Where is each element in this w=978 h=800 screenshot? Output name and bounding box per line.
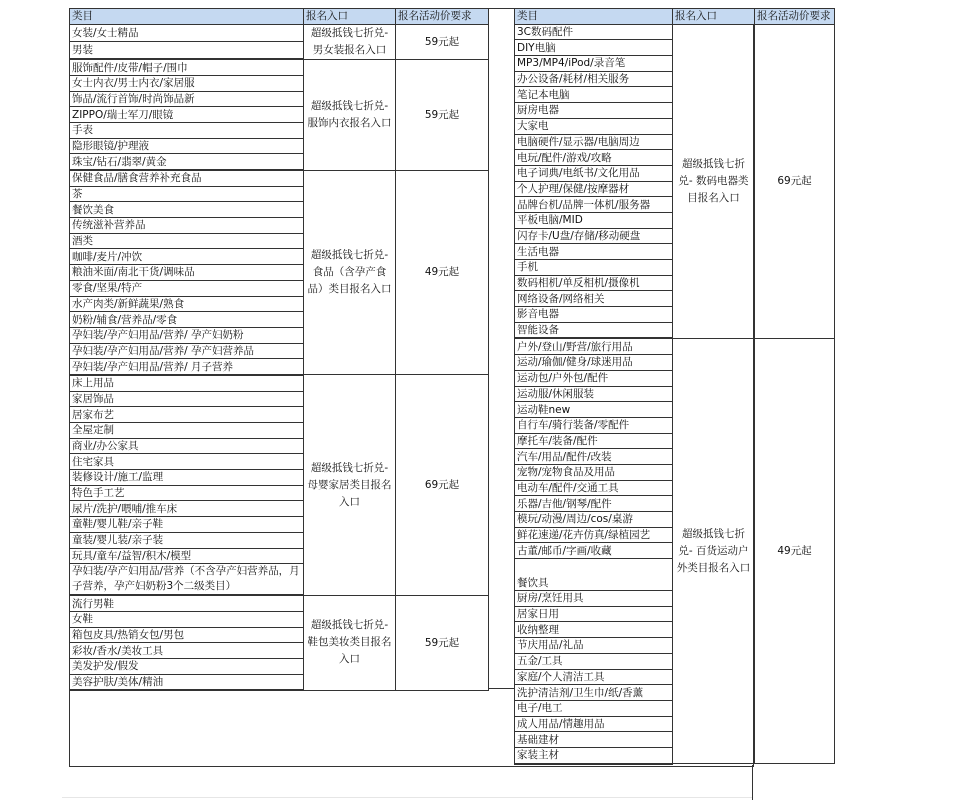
- category-cell: 数码相机/单反相机/摄像机: [515, 275, 673, 291]
- category-cell: 洗护清洁剂/卫生巾/纸/香薰: [515, 685, 673, 701]
- category-cell: 智能设备: [515, 322, 673, 338]
- price-cell: 69元起: [755, 24, 835, 338]
- category-cell: 3C数码配件: [515, 24, 673, 40]
- category-cell: MP3/MP4/iPod/录音笔: [515, 56, 673, 72]
- category-cell: 电动车/配件/交通工具: [515, 480, 673, 496]
- entry-cell[interactable]: 超级抵钱七折兑-母婴家居类目报名入口: [304, 375, 396, 595]
- category-cell: DIY电脑: [515, 40, 673, 56]
- category-cell: 五金/工具: [515, 653, 673, 669]
- category-cell: 美发护发/假发: [70, 658, 304, 674]
- category-cell: 家庭/个人清洁工具: [515, 669, 673, 685]
- category-cell: 零食/坚果/特产: [70, 280, 304, 296]
- category-cell: 摩托车/装备/配件: [515, 433, 673, 449]
- category-cell: 箱包皮具/热销女包/男包: [70, 627, 304, 643]
- category-cell: 鲜花速递/花卉仿真/绿植园艺: [515, 527, 673, 543]
- table-row: [70, 24, 489, 41]
- category-cell: 酒类: [70, 233, 304, 249]
- category-cell: 餐饮具: [515, 559, 673, 591]
- header-row: [70, 9, 489, 25]
- header-price: 报名活动价要求: [396, 9, 489, 25]
- category-cell: 隐形眼镜/护理液: [70, 138, 304, 154]
- category-cell: 节庆用品/礼品: [515, 638, 673, 654]
- category-cell: 孕妇装/孕产妇用品/营养/ 孕产妇奶粉: [70, 327, 304, 343]
- header-category: 类目: [70, 9, 304, 25]
- price-cell: 69元起: [396, 375, 489, 595]
- category-cell: 厨房电器: [515, 103, 673, 119]
- category-cell: 平板电脑/MID: [515, 212, 673, 228]
- entry-cell[interactable]: 超级抵钱七折兑- 数码电器类目报名入口: [673, 24, 755, 338]
- right-vertical-line: [752, 765, 753, 800]
- category-cell: 彩妆/香水/美妆工具: [70, 643, 304, 659]
- price-cell: 59元起: [396, 24, 489, 59]
- category-cell: 奶粉/辅食/营养品/零食: [70, 312, 304, 328]
- header-price: 报名活动价要求: [755, 9, 835, 25]
- table-row: [70, 59, 489, 75]
- category-cell: 流行男鞋: [70, 595, 304, 611]
- price-cell: 59元起: [396, 595, 489, 690]
- page-bottom-divider: [62, 797, 752, 798]
- category-cell: 收纳整理: [515, 622, 673, 638]
- category-cell: 电脑硬件/显示器/电脑周边: [515, 134, 673, 150]
- category-cell: 基础建材: [515, 732, 673, 748]
- category-cell: 女士内衣/男士内衣/家居服: [70, 75, 304, 91]
- category-cell: 笔记本电脑: [515, 87, 673, 103]
- category-cell: 厨房/烹饪用具: [515, 591, 673, 607]
- category-cell: 运动服/休闲服装: [515, 386, 673, 402]
- table-row: [70, 170, 489, 186]
- category-cell: 手表: [70, 122, 304, 138]
- category-cell: 水产肉类/新鲜蔬果/熟食: [70, 296, 304, 312]
- category-cell: 家居饰品: [70, 391, 304, 407]
- category-cell: 宠物/宠物食品及用品: [515, 464, 673, 480]
- category-cell: 保健食品/膳食营养补充食品: [70, 170, 304, 186]
- category-cell: 商业/办公家具: [70, 438, 304, 454]
- category-cell: 运动包/户外包/配件: [515, 370, 673, 386]
- category-cell: 网络设备/网络相关: [515, 291, 673, 307]
- category-cell: 运动鞋new: [515, 402, 673, 418]
- gap-column: [488, 8, 515, 689]
- entry-cell[interactable]: 超级抵钱七折兑-食品（含孕产食品）类目报名入口: [304, 170, 396, 375]
- category-cell: 美容护肤/美体/精油: [70, 674, 304, 690]
- category-cell: 古董/邮币/字画/收藏: [515, 543, 673, 559]
- left-category-table: [69, 8, 489, 691]
- category-cell: 闪存卡/U盘/存储/移动硬盘: [515, 228, 673, 244]
- header-entry: 报名入口: [304, 9, 396, 25]
- right-category-table: [514, 8, 835, 765]
- category-cell: 孕妇装/孕产妇用品/营养/ 孕产妇营养品: [70, 343, 304, 359]
- entry-cell[interactable]: 超级抵钱七折兑-男女装报名入口: [304, 24, 396, 59]
- category-cell: 玩具/童车/益智/积木/模型: [70, 548, 304, 564]
- entry-cell[interactable]: 超级抵钱七折兑-鞋包美妆类目报名入口: [304, 595, 396, 690]
- category-cell: 传统滋补营养品: [70, 218, 304, 234]
- table-row: [70, 375, 489, 391]
- category-cell: 住宅家具: [70, 454, 304, 470]
- category-cell: 手机: [515, 260, 673, 276]
- category-cell: 装修设计/施工/监理: [70, 470, 304, 486]
- category-cell: 床上用品: [70, 375, 304, 391]
- category-cell: 电子/电工: [515, 700, 673, 716]
- category-cell: 服饰配件/皮带/帽子/围巾: [70, 59, 304, 75]
- category-cell: 电子词典/电纸书/文化用品: [515, 165, 673, 181]
- category-cell: 孕妇装/孕产妇用品/营养（不含孕产妇营养品，月子营养，孕产妇奶粉3个二级类目）: [70, 564, 304, 596]
- entry-cell[interactable]: 超级抵钱七折兑- 百货运动户外类目报名入口: [673, 338, 755, 763]
- category-cell: 大家电: [515, 118, 673, 134]
- category-cell: 特色手工艺: [70, 485, 304, 501]
- category-cell: 生活电器: [515, 244, 673, 260]
- category-cell: 家装主材: [515, 747, 673, 763]
- category-cell: 模玩/动漫/周边/cos/桌游: [515, 512, 673, 528]
- category-cell: 童装/婴儿装/亲子装: [70, 532, 304, 548]
- category-cell: 全屋定制: [70, 423, 304, 439]
- price-cell: 49元起: [755, 338, 835, 763]
- category-cell: 粮油米面/南北干货/调味品: [70, 265, 304, 281]
- category-cell: 居家日用: [515, 606, 673, 622]
- category-cell: 办公设备/耗材/相关服务: [515, 71, 673, 87]
- category-cell: 运动/瑜伽/健身/球迷用品: [515, 355, 673, 371]
- category-cell: 乐器/吉他/钢琴/配件: [515, 496, 673, 512]
- header-entry: 报名入口: [673, 9, 755, 25]
- table-row: [515, 338, 835, 354]
- price-cell: 59元起: [396, 59, 489, 170]
- price-cell: 49元起: [396, 170, 489, 375]
- category-cell: 影音电器: [515, 307, 673, 323]
- category-cell: 童鞋/婴儿鞋/亲子鞋: [70, 517, 304, 533]
- category-cell: 女鞋: [70, 611, 304, 627]
- table-row: [70, 595, 489, 611]
- category-cell: 饰品/流行首饰/时尚饰品新: [70, 91, 304, 107]
- category-cell: 尿片/洗护/喂哺/推车床: [70, 501, 304, 517]
- category-cell: 汽车/用品/配件/改装: [515, 449, 673, 465]
- category-cell: 品牌台机/品牌一体机/服务器: [515, 197, 673, 213]
- entry-cell[interactable]: 超级抵钱七折兑-服饰内衣报名入口: [304, 59, 396, 170]
- category-cell: 餐饮美食: [70, 202, 304, 218]
- category-cell: 电玩/配件/游戏/攻略: [515, 150, 673, 166]
- header-row: [515, 9, 835, 25]
- category-cell: 自行车/骑行装备/零配件: [515, 417, 673, 433]
- category-cell: 个人护理/保健/按摩器材: [515, 181, 673, 197]
- category-cell: 户外/登山/野营/旅行用品: [515, 338, 673, 354]
- category-cell: 女装/女士精品: [70, 24, 304, 41]
- category-cell: 咖啡/麦片/冲饮: [70, 249, 304, 265]
- category-cell: ZIPPO/瑞士军刀/眼镜: [70, 107, 304, 123]
- category-cell: 居家布艺: [70, 407, 304, 423]
- category-cell: 珠宝/钻石/翡翠/黄金: [70, 154, 304, 170]
- category-cell: 成人用品/情趣用品: [515, 716, 673, 732]
- category-cell: 男装: [70, 41, 304, 59]
- category-cell: 孕妇装/孕产妇用品/营养/ 月子营养: [70, 359, 304, 375]
- category-cell: 茶: [70, 186, 304, 202]
- header-category: 类目: [515, 9, 673, 25]
- table-row: [515, 24, 835, 40]
